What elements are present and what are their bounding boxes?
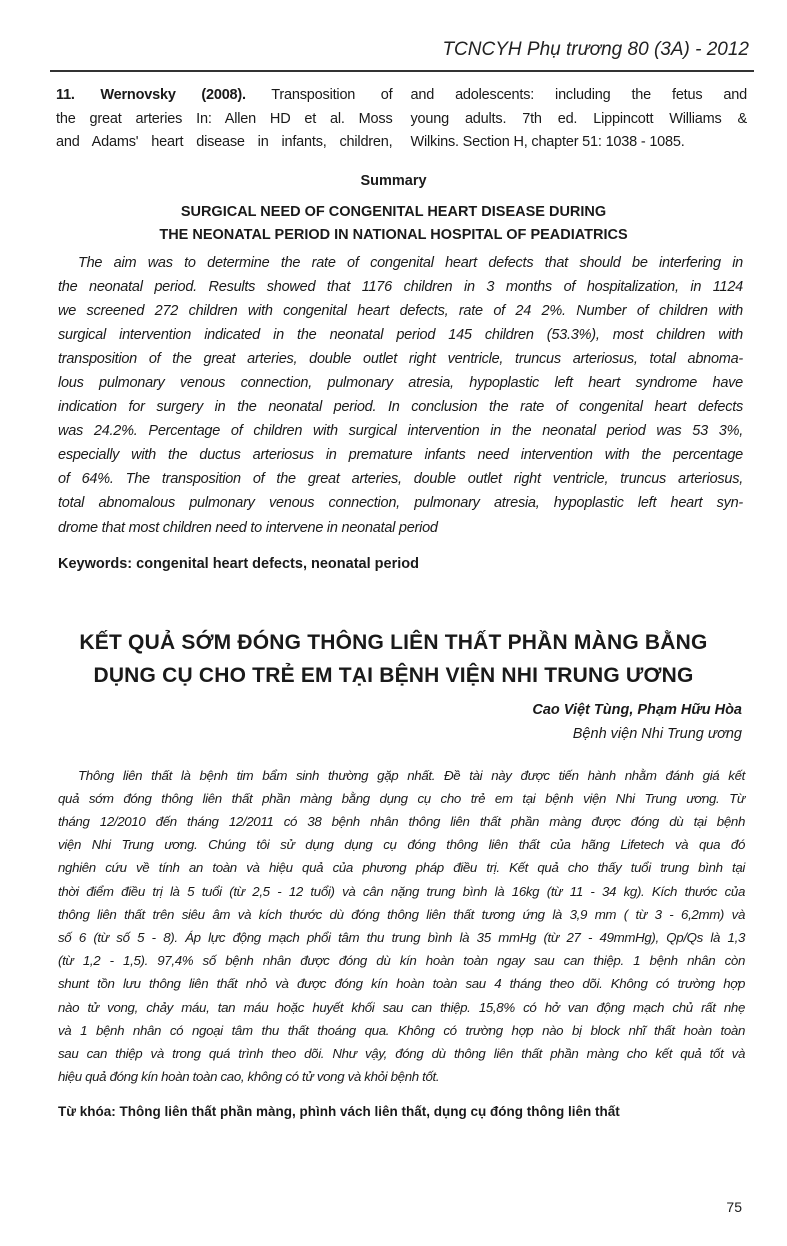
abstract-line: indication for surgery in the neonatal period. In conclusion the rate of congenital heart defects (58, 399, 743, 416)
abstract-line: và 1 bệnh nhân có ngoại tâm thu thất thoáng qua. Không có trường hợp nào bị block nhĩ thất hoàn toàn (58, 1022, 745, 1038)
reference-left-column: 11. Wernovsky (2008). Transposition of the great arteries In: Allen HD et al. Moss and Adams' heart disease in infants, children, (56, 87, 393, 150)
summary-heading: Summary (360, 172, 427, 189)
vietnamese-keywords: Từ khóa: Thông liên thất phần màng, phình vách liên thất, dụng cụ đóng thông liên thất (58, 1104, 620, 1120)
english-keywords: Keywords: congenital heart defects, neonatal period (58, 555, 419, 572)
reference (56, 84, 747, 155)
english-abstract (58, 251, 743, 540)
abstract-line: we screened 272 children with congenital heart defects, rate of 24 2%. Number of children with (58, 302, 743, 319)
abstract-line: especially with the ductus arteriosus in premature infants need intervention with the percentage (58, 447, 743, 464)
abstract-line: transposition of the great arteries, double outlet right ventricle, truncus arteriosus, total abnoma- (58, 350, 743, 367)
abstract-line: quả sớm đóng thông liên thất phần màng bằng dụng cụ cho trẻ em tại bệnh viện Nhi Trung ương. Từ (58, 790, 745, 806)
page-number: 75 (726, 1199, 742, 1216)
abstract-line: thời điểm điều trị là 5 tuổi (từ 2,5 - 12 tuổi) và cân nặng trung bình là 16kg (từ 11 - 34 kg). Kích thước của (58, 883, 745, 899)
vietnamese-abstract (58, 764, 745, 1089)
abstract-line: total abnomalous pulmonary venous connection, pulmonary atresia, hypoplastic left heart syn- (58, 495, 743, 512)
abstract-line: hiệu quả đóng kín hoàn toàn cao, không có tử vong và khỏi bệnh tốt. (58, 1069, 440, 1085)
abstract-line: số 6 (từ số 5 - 8). Áp lực động mạch phổi tâm thu trung bình là 35 mmHg (từ 27 - 49mmHg), Qp/Qs là 1,3 (58, 930, 745, 946)
abstract-line: of 64%. The transposition of the great arteries, double outlet right ventricle, truncus arteriosus, (58, 471, 743, 488)
article-byline (0, 698, 742, 746)
abstract-line: thông liên thất trên siêu âm và kích thước dù đóng thông liên thất tương ứng là 3,9 mm ( từ 3 - 6,2mm) và (58, 906, 745, 922)
reference-author: 11. Wernovsky (2008). (56, 87, 246, 103)
abstract-line: Thông liên thất là bệnh tim bẩm sinh thường gặp nhất. Đề tài này được tiến hành nhằm đánh giá kết (78, 767, 745, 783)
authors: Cao Việt Tùng, Phạm Hữu Hòa (532, 701, 742, 718)
english-title: SURGICAL NEED OF CONGENITAL HEART DISEASE DURING THE NEONATAL PERIOD IN NATIONAL HOSPITAL OF PEADIATRICS (159, 203, 628, 243)
affiliation: Bệnh viện Nhi Trung ương (572, 725, 742, 742)
abstract-line: viện Nhi Trung ương. Chúng tôi sử dụng dụng cụ đóng thông liên thất của hãng Lifetech và qua đó (58, 837, 745, 853)
abstract-line: nào tử vong, chảy máu, tan máu hoặc huyết khối sau can thiệp. 15,8% có hở van động mạch chủ rất nhẹ (58, 999, 745, 1015)
abstract-line: tháng 12/2010 đến tháng 12/2011 có 38 bệnh nhân thông liên thất phần màng được đóng dù tại bệnh (58, 814, 745, 830)
abstract-line: shunt tồn lưu thông liên thất nhỏ và được đóng kín hoàn toàn sau 4 tháng theo dõi. Không có trường hợp (58, 976, 745, 992)
article-title: KẾT QUẢ SỚM ĐÓNG THÔNG LIÊN THẤT PHẦN MÀNG BẰNG DỤNG CỤ CHO TRẺ EM TẠI BỆNH VIỆN NHI TRUNG ƯƠNG (79, 630, 708, 687)
abstract-line: lous pulmonary venous connection, pulmonary atresia, hypoplastic left heart syndrome have (58, 374, 743, 391)
abstract-line: The aim was to determine the rate of congenital heart defects that should be interfering in (78, 254, 743, 271)
abstract-line: surgical intervention indicated in the neonatal period 145 children (53.3%), most children with (58, 326, 743, 343)
abstract-line: (từ 1,2 - 1,5). 97,4% số bệnh nhân được đóng dù kín hoàn toàn ngay sau can thiệp. 1 bệnh nhân còn (58, 953, 745, 969)
abstract-line: drome that most children need to intervene in neonatal period (58, 519, 438, 536)
abstract-line: the neonatal period. Results showed that 1176 children in 3 months of hospitalization, in 1124 (58, 278, 743, 295)
abstract-line: was 24.2%. Percentage of children with surgical intervention in the neonatal period was 53 3%, (58, 423, 743, 440)
abstract-line: sau can thiệp và trong quá trình theo dõi. Như vậy, đóng dù thông liên thất phần màng cho kết quả tốt và (58, 1046, 745, 1062)
running-header: TCNCYH Phụ trương 80 (3A) - 2012 (442, 39, 749, 60)
abstract-line: nghiên cứu về tính an toàn và hiệu quả của phương pháp điều trị. Kết quả cho thấy tuổi trung bình tại (58, 860, 745, 876)
header-rule (50, 70, 754, 72)
reference-right-column: and adolescents: including the fetus and young adults. 7th ed. Lippincott Williams & Wilkins. Section H, chapter 51: 1038 - 1085. (410, 87, 747, 150)
